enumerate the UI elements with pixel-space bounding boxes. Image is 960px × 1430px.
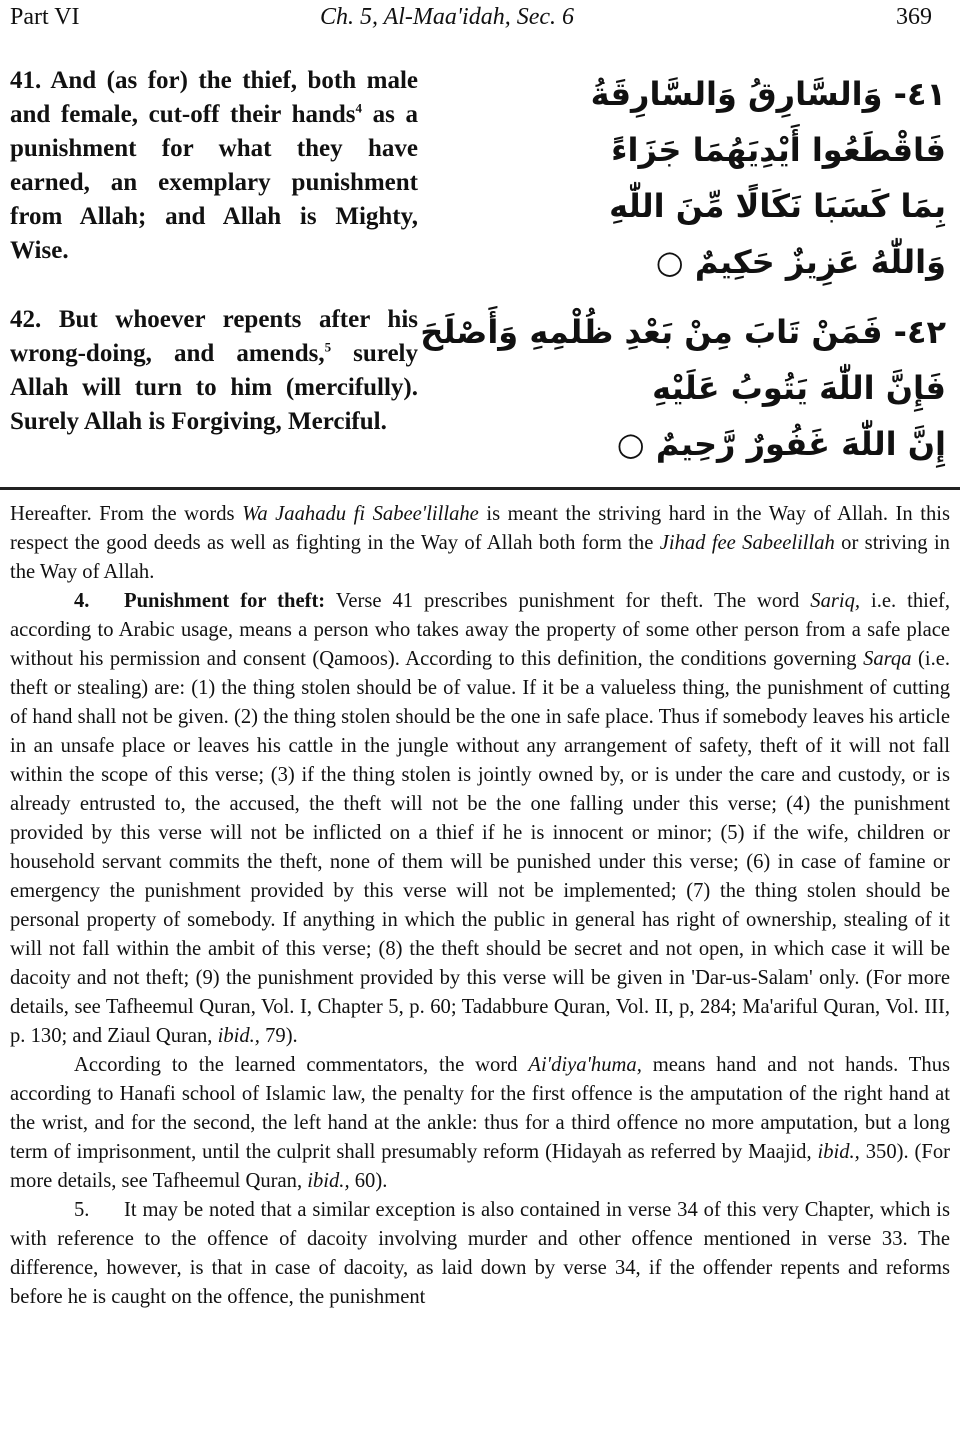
arabic-line: ٤١- وَالسَّارِقُ وَالسَّارِقَةُ — [590, 75, 946, 113]
chapter-title: Ch. 5, Al-Maa'idah, Sec. 6 — [320, 4, 574, 30]
footnote-number: 4. — [74, 590, 90, 612]
footnote-ref-5: 5 — [324, 339, 332, 355]
page-header — [10, 4, 932, 34]
arabic-line: بِمَا كَسَبَا نَكَالًا مِّنَ اللّٰهِ — [609, 187, 946, 225]
footnote-4: 4. Punishment for theft: Verse 41 prescribes punishment for theft. The word Sariq, i.e. thief, according to Arabic usage, means a person who takes away the property of some other person from a safe place without his permission and consent (Qamoos). According to this definition, the conditions governing Sarqa (i.e. theft or stealing) are: (1) the thing stolen should be of value. If it be a valueless thing, the punishment of cutting of hand shall not be given. (2) the thing stolen should be the one in safe place. Thus if somebody leaves his article in an unsafe place or leaves his cattle in the jungle without any arrangement of safety, theft of it will not fall within the scope of this verse; (3) if the thing stolen is jointly owned by, or is under the care and custody, or is already entrusted to, the accused, the theft will not be the one falling under this verse; (4) the punishment provided by this verse will not be inflicted on a thief if he is innocent or minor; (5) if the wife, children or household servant commits the theft, none of them will be punished under this verse; (6) in case of famine or emergency the punishment provided by this verse will not be implemented; (7) the thing stolen should be personal property of somebody. If anything in which the public in general has right of ownership, stealing of it will not fall within the ambit of this verse; (8) the theft should be secret and not open, in which case it will be dacoity and not theft; (9) the punishment provided by this verse will be given in 'Dar-us-Salam' only. (For more details, see Tafheemul Quran, Vol. I, Chapter 5, p. 60; Tadabbure Quran, Vol. II, p, 284; Ma'ariful Quran, Vol. III, p. 130; and Ziaul Quran, ibid., 79). — [10, 587, 950, 1051]
arabic-line: وَاللّٰهُ عَزِيزٌ حَكِيمٌ ○ — [655, 243, 946, 281]
arabic-line: فَإِنَّ اللّٰهَ يَتُوبُ عَلَيْهِ — [652, 369, 946, 407]
footnote-4-paragraph-2: According to the learned commentators, the word Ai'diya'huma, means hand and not hands. Thus according to Hanafi school of Islamic law, the penalty for the first offence is the amputation of the right hand at the wrist, and for the second, the left hand at the ankle: thus for a third offence no more amputation, but a long term of imprisonment, until the culprit shall presumably reform (Hidayah as referred by Maajid, ibid., 350). (For more details, see Tafheemul Quran, ibid., 60). — [10, 1054, 950, 1192]
footnote-number: 5. — [74, 1199, 90, 1221]
arabic-line: فَاقْطَعُوا أَيْدِيَهُمَا جَزَاءً — [611, 131, 946, 169]
page-number: 369 — [896, 4, 932, 30]
footnote-title: Punishment for theft: — [124, 590, 326, 612]
verse-42-arabic — [420, 304, 946, 472]
section-divider — [0, 487, 960, 490]
verse-41-arabic — [526, 66, 946, 290]
footnote-5: 5. It may be noted that a similar exception is also contained in verse 34 of this very Chapter, which is with reference to the offence of dacoity involving murder and other offence mentioned in verse 33. The difference, however, is that in case of dacoity, as laid down by verse 34, if the offender repents and reforms before he is caught on the offence, the punishment — [10, 1196, 950, 1312]
verse-41-translation: 41. And (as for) the thief, both male and female, cut-off their hands$^4$ as a punishment for what they have earned, an exemplary punishment from Allah; and Allah is Mighty, Wise. — [10, 67, 418, 264]
footnote-continuation: Hereafter. From the words Wa Jaahadu fi Sabee'lillahe is meant the striving hard in the Way of Allah. In this respect the good deeds as well as fighting in the Way of Allah both form the Jihad fee Sabeelillah or striving in the Way of Allah. — [10, 503, 950, 583]
arabic-line: ٤٢- فَمَنْ تَابَ مِنْ بَعْدِ ظُلْمِهِ وَأَصْلَحَ — [420, 313, 946, 351]
arabic-line: إِنَّ اللّٰهَ غَفُورٌ رَّحِيمٌ ○ — [616, 425, 946, 463]
footnote-ref-4: 4 — [355, 100, 363, 116]
part-label: Part VI — [10, 4, 80, 30]
verse-42-translation: 42. But whoever repents after his wrong-doing, and amends,$^5$ surely Allah will turn to him (mercifully). Surely Allah is Forgiving, Merciful. — [10, 306, 418, 435]
footnotes — [10, 500, 950, 1312]
